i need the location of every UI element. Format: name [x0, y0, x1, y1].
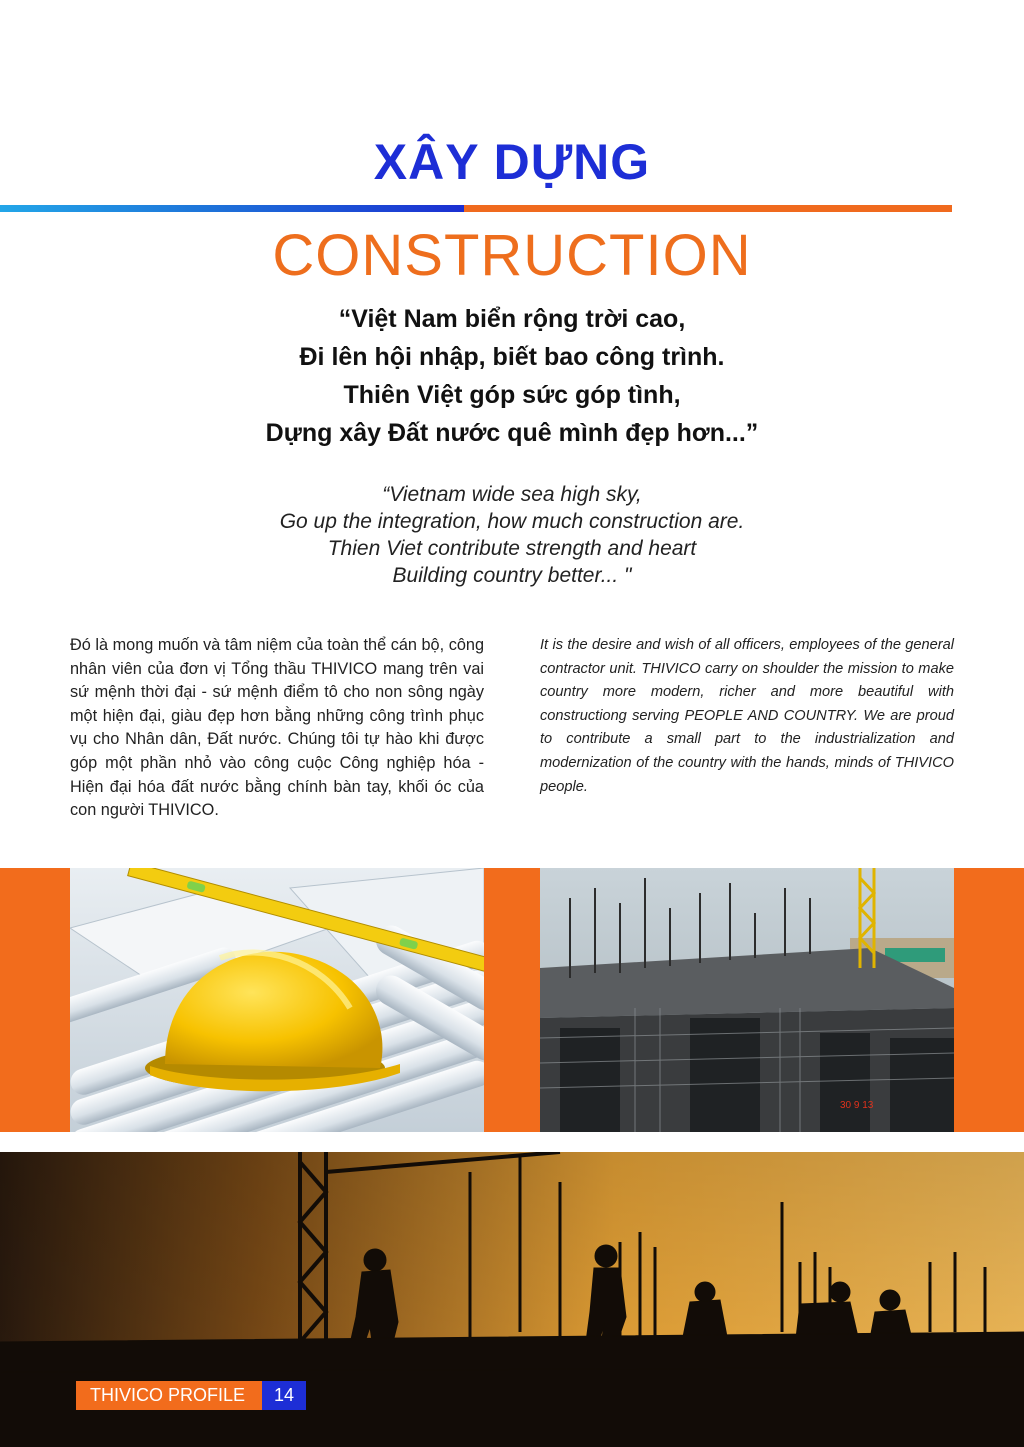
title-divider	[0, 205, 952, 212]
hard-hat-blueprints-photo	[70, 868, 484, 1132]
body-text-english: It is the desire and wish of all officers, employees of the general contractor unit. THIVICO carry on shoulder the mission to make country more modern, richer and more beautiful with constructiong serving PEOPLE AND COUNTRY. We are proud to contribute a small part to the industrialization and modernization of the country with the hands, minds of THIVICO people.	[540, 637, 954, 795]
construction-site-illustration	[540, 868, 954, 1132]
section-title-vietnamese: XÂY DỰNG	[373, 134, 651, 190]
poem-vi-line: “Việt Nam biển rộng trời cao,	[338, 305, 686, 333]
divider-blue-segment	[0, 205, 464, 212]
poem-en-line: Building country better... "	[392, 564, 632, 587]
hard-hat-illustration	[70, 868, 484, 1132]
photo-date-stamp: 30 9 13	[840, 1100, 874, 1111]
poem-vi-line: Đi lên hội nhập, biết bao công trình.	[299, 343, 725, 371]
body-text-vietnamese: Đó là mong muốn và tâm niệm của toàn thể cán bộ, công nhân viên của đơn vị Tổng thầu THIVICO mang trên vai sứ mệnh thời đại - sứ mệnh điểm tô cho non sông ngày một hiện đại, giàu đẹp hơn bằng những công trình phục vụ cho Nhân dân, Đất nước. Chúng tôi tự hào khi được góp một phần nhỏ vào công cuộc Công nghiệp hóa - Hiện đại hóa đất nước bằng chính bàn tay, khối óc của con người THIVICO.	[70, 636, 484, 820]
poem-en-line: “Vietnam wide sea high sky,	[382, 483, 642, 506]
poem-vietnamese	[0, 300, 1024, 452]
poem-en-line: Go up the integration, how much construction are.	[279, 510, 745, 533]
footer-profile-label: THIVICO PROFILE	[76, 1381, 262, 1410]
poem-vi-line: Dựng xây Đất nước quê mình đẹp hơn...”	[265, 419, 759, 447]
page-footer	[76, 1381, 306, 1410]
poem-english	[0, 481, 1024, 589]
page-number: 14	[262, 1381, 306, 1410]
divider-orange-segment	[464, 205, 952, 212]
section-title-english: CONSTRUCTION	[272, 223, 752, 288]
poem-vi-line: Thiên Việt góp sức góp tình,	[343, 381, 681, 409]
poem-en-line: Thien Viet contribute strength and heart	[327, 537, 697, 560]
construction-site-photo	[540, 868, 954, 1132]
